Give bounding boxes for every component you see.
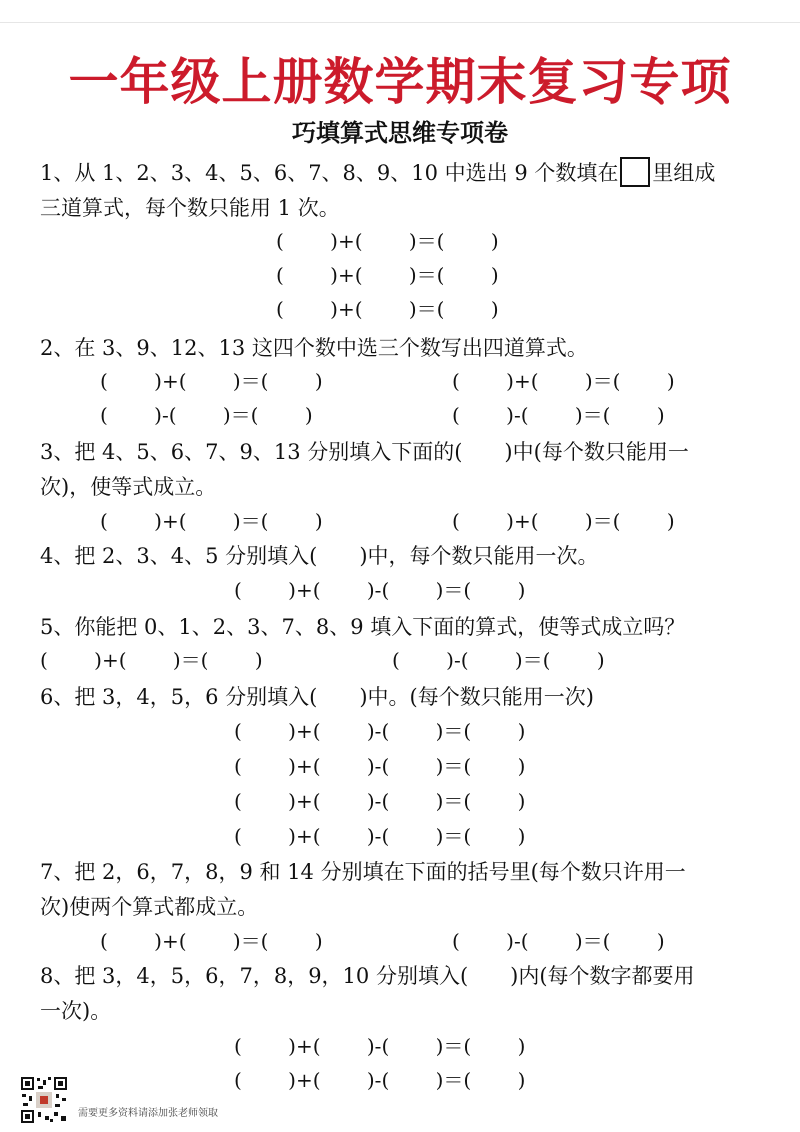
q7-line-2: 次)使两个算式都成立。 <box>40 895 259 919</box>
q6-equation-1[interactable]: ( )+( )-( )＝( ) <box>234 719 526 743</box>
q1-equation-2[interactable]: ( )+( )＝( ) <box>276 263 499 287</box>
top-divider <box>0 22 800 23</box>
q5-line-1: 5、你能把 0、1、2、3、7、8、9 填入下面的算式，使等式成立吗？ <box>40 615 686 639</box>
q4-equation-1[interactable]: ( )+( )-( )＝( ) <box>234 578 526 602</box>
q8-line-2: 一次)。 <box>40 999 112 1023</box>
q3-line-1: 3、把 4、5、6、7、9、13 分别填入下面的( )中(每个数只能用一 <box>40 440 689 464</box>
q7-line-1: 7、把 2，6，7，8，9 和 14 分别填在下面的括号里(每个数只许用一 <box>40 860 686 884</box>
q1-line-1 <box>40 157 715 188</box>
footer-note: 需要更多资料请添加张老师领取 <box>78 1108 218 1119</box>
page-title: 一年级上册数学期末复习专项 <box>68 53 732 111</box>
q2-equation-1[interactable]: ( )+( )＝( ) <box>100 369 323 393</box>
q7-equation-2[interactable]: ( )-( )＝( ) <box>452 929 665 953</box>
q6-line-1: 6、把 3，4，5，6 分别填入( )中。(每个数只能用一次) <box>40 685 594 709</box>
q4-line-1: 4、把 2、3、4、5 分别填入( )中，每个数只能用一次。 <box>40 544 599 568</box>
q1-text-b: 里组成 <box>652 161 716 185</box>
q1-line-2: 三道算式，每个数只能用 1 次。 <box>40 196 340 220</box>
q1-equation-1[interactable]: ( )+( )＝( ) <box>276 229 499 253</box>
q3-line-2: 次)，使等式成立。 <box>40 475 217 499</box>
q8-equation-2[interactable]: ( )+( )-( )＝( ) <box>234 1068 526 1092</box>
q6-equation-3[interactable]: ( )+( )-( )＝( ) <box>234 789 526 813</box>
q1-equation-3[interactable]: ( )+( )＝( ) <box>276 297 499 321</box>
q2-line-1: 2、在 3、9、12、13 这四个数中选三个数写出四道算式。 <box>40 336 588 360</box>
q8-line-1: 8、把 3，4，5，6，7，8，9，10 分别填入( )内(每个数字都要用 <box>40 964 695 988</box>
q6-equation-4[interactable]: ( )+( )-( )＝( ) <box>234 824 526 848</box>
q7-equation-1[interactable]: ( )+( )＝( ) <box>100 929 323 953</box>
q5-equation-1[interactable]: ( )+( )＝( ) <box>40 648 263 672</box>
q1-text-a: 1、从 1、2、3、4、5、6、7、8、9、10 中选出 9 个数填在 <box>40 161 619 185</box>
q2-equation-4[interactable]: ( )-( )＝( ) <box>452 403 665 427</box>
q5-equation-2[interactable]: ( )-( )＝( ) <box>392 648 605 672</box>
q8-equation-1[interactable]: ( )+( )-( )＝( ) <box>234 1034 526 1058</box>
q2-equation-2[interactable]: ( )+( )＝( ) <box>452 369 675 393</box>
q6-equation-2[interactable]: ( )+( )-( )＝( ) <box>234 754 526 778</box>
q3-equation-1[interactable]: ( )+( )＝( ) <box>100 509 323 533</box>
page-subtitle: 巧填算式思维专项卷 <box>292 118 508 147</box>
q2-equation-3[interactable]: ( )-( )＝( ) <box>100 403 313 427</box>
answer-box <box>620 157 650 187</box>
q3-equation-2[interactable]: ( )+( )＝( ) <box>452 509 675 533</box>
qr-code-icon <box>20 1076 68 1124</box>
